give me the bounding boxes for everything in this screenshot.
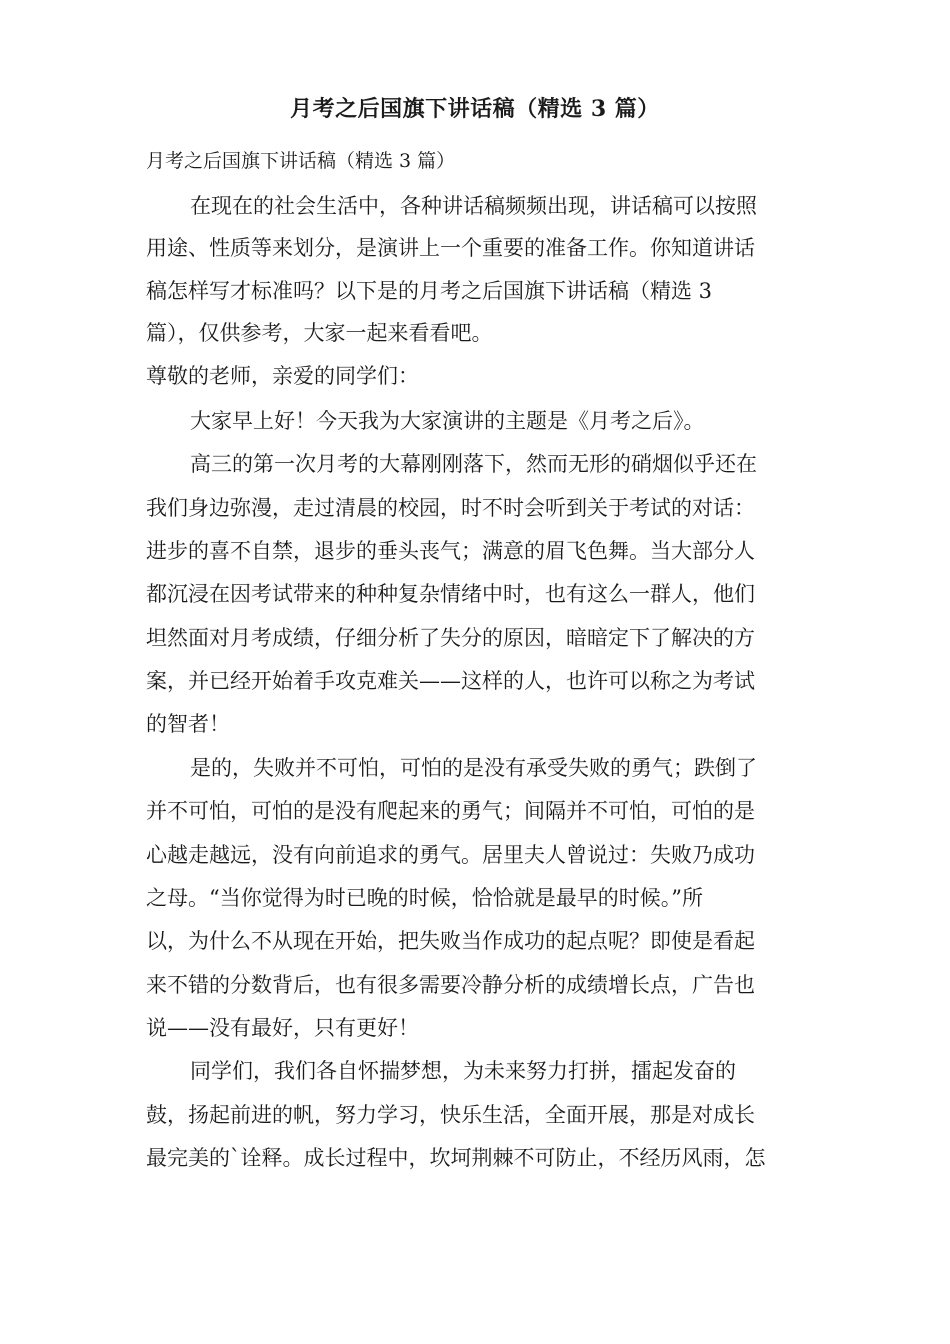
text-line: 的智者！ [146, 712, 230, 736]
text-line: 稿怎样写才标准吗？以下是的月考之后国旗下讲话稿（精选 3 [146, 279, 713, 303]
text-line: 案，并已经开始着手攻克难关——这样的人，也许可以称之为考试 [146, 669, 755, 693]
text-line: 以，为什么不从现在开始，把失败当作成功的起点呢？即使是看起 [146, 929, 755, 953]
text-line: 我们身边弥漫，走过清晨的校园，时不时会听到关于考试的对话： [146, 496, 755, 520]
text-line: 坦然面对月考成绩，仔细分析了失分的原因，暗暗定下了解决的方 [146, 626, 755, 650]
text-line: 高三的第一次月考的大幕刚刚落下，然而无形的硝烟似乎还在 [190, 452, 757, 476]
text-line: 进步的喜不自禁，退步的垂头丧气；满意的眉飞色舞。当大部分人 [146, 539, 755, 563]
text-line: 是的，失败并不可怕，可怕的是没有承受失败的勇气；跌倒了 [190, 756, 757, 780]
text-line: 鼓，扬起前进的帆，努力学习，快乐生活，全面开展，那是对成长 [146, 1103, 755, 1127]
text-line: 篇），仅供参考，大家一起来看看吧。 [146, 321, 493, 345]
text-line: 用途、性质等来划分，是演讲上一个重要的准备工作。你知道讲话 [146, 236, 755, 260]
text-line: 同学们，我们各自怀揣梦想，为未来努力打拼，擂起发奋的 [190, 1059, 736, 1083]
text-line: 说——没有最好，只有更好！ [146, 1016, 419, 1040]
text-line: 尊敬的老师，亲爱的同学们： [146, 364, 419, 388]
document-subtitle: 月考之后国旗下讲话稿（精选 3 篇） [146, 150, 456, 172]
text-line: 大家早上好！今天我为大家演讲的主题是《月考之后》。 [190, 409, 705, 433]
text-line: 在现在的社会生活中，各种讲话稿频频出现，讲话稿可以按照 [190, 194, 757, 218]
text-line: 来不错的分数背后，也有很多需要冷静分析的成绩增长点，广告也 [146, 973, 755, 997]
text-line: 之母。“当你觉得为时已晚的时候，恰恰就是最早的时候。”所 [146, 886, 703, 910]
text-line: 都沉浸在因考试带来的种种复杂情绪中时，也有这么一群人，他们 [146, 582, 755, 606]
text-line: 最完美的`诠释。成长过程中，坎坷荆棘不可防止，不经历风雨，怎 [146, 1146, 766, 1170]
text-line: 心越走越远，没有向前追求的勇气。居里夫人曾说过：失败乃成功 [146, 843, 755, 867]
document-title: 月考之后国旗下讲话稿（精选 3 篇） [290, 96, 660, 122]
text-line: 并不可怕，可怕的是没有爬起来的勇气；间隔并不可怕，可怕的是 [146, 799, 755, 823]
